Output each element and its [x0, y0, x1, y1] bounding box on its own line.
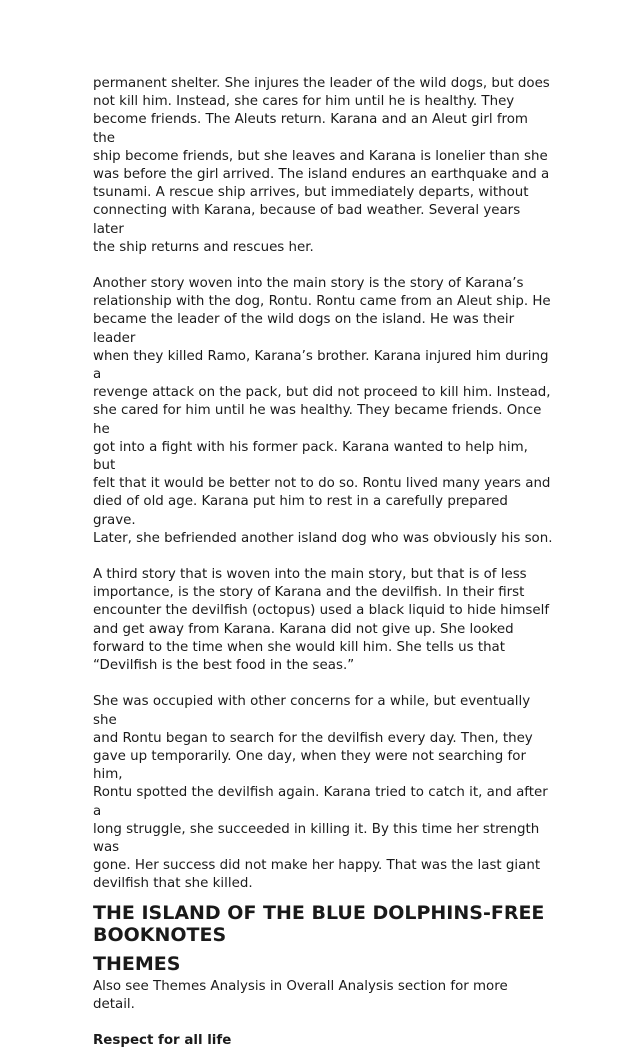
themes-heading: THEMES	[93, 952, 181, 975]
respect-for-life-subheading: Respect for all life	[93, 1032, 232, 1048]
themes-note: Also see Themes Analysis in Overall Analysis section for more detail.	[93, 978, 508, 1012]
paragraph-devilfish-story: A third story that is woven into the main story, but that is of less importance, is the story of Karana and the devilfish. In their first encounter the devilfish (octopus) used a black liquid to hide himself and get away from Karana. Karana did not give up. She looked forward to the time when she would kill him. She tells us that “Devilfish is the best food in the seas.”	[93, 567, 550, 674]
paragraph-spacer	[93, 675, 553, 693]
paragraph-spacer	[93, 548, 553, 566]
paragraph-plot-summary: permanent shelter. She injures the leader of the wild dogs, but does not kill him. Instead, she cares for him until he is healthy. They become friends. The Aleuts return. Karana and an Aleut girl from the ship become friends, but she leaves and Karana is lonelier than she was before the girl arrived. The island endures an earthquake and a tsunami. A rescue ship arrives, but immediately departs, without connecting with Karana, because of bad weather. Several years later the ship returns and rescues her.	[93, 76, 550, 255]
paragraph-rontu-story: Another story woven into the main story is the story of Karana’s relationship with the dog, Rontu. Rontu came from an Aleut ship. He became the leader of the wild dogs on the island. He was their leader when they killed Ramo, Karana’s brother. Karana injured him during a revenge attack on the pack, but did not proceed to kill him. Instead, she cared for him until he was healthy. They became friends. Once he got into a fight with his former pack. Karana wanted to help him, but felt that it would be better not to do so. Rontu lived many years and died of old age. Karana put him to rest in a carefully prepared grave. Later, she befriended another island dog who was obviously his son.	[93, 276, 553, 546]
paragraph-spacer	[93, 1014, 553, 1032]
paragraph-spacer	[93, 257, 553, 275]
paragraph-devilfish-hunt: She was occupied with other concerns for a while, but eventually she and Rontu began to search for the devilfish every day. Then, they gave up temporarily. One day, when they were not searching for him, Rontu spotted the devilfish again. Karana tried to catch it, and after a long struggle, she succeeded in killing it. By this time her strength was gone. Her success did not make her happy. That was the last giant devilfish that she killed.	[93, 694, 548, 892]
document-page	[93, 75, 553, 1050]
section-title: THE ISLAND OF THE BLUE DOLPHINS-FREE BOOKNOTES	[93, 901, 545, 946]
